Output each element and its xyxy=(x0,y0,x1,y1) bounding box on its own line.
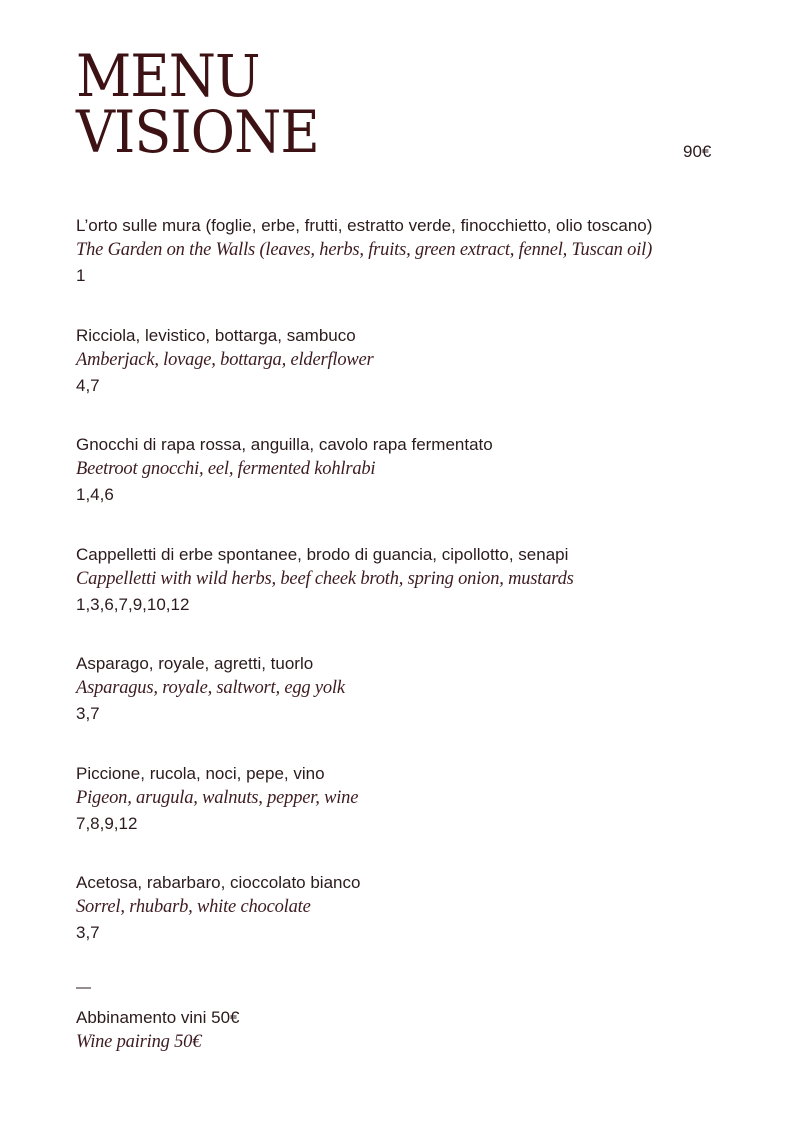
wine-pairing-italian: Abbinamento vini 50€ xyxy=(76,1008,240,1027)
course-item xyxy=(76,213,756,323)
course-item xyxy=(76,761,756,871)
course-list xyxy=(76,213,756,980)
menu-title-line-2: VISIONE xyxy=(76,98,319,166)
menu-price: 90€ xyxy=(683,142,712,161)
wine-pairing-english: Wine pairing 50€ xyxy=(76,1032,202,1052)
separator-dash: — xyxy=(76,979,91,996)
course-name-italian: Asparago, royale, agretti, tuorlo xyxy=(76,654,314,673)
wine-pairing-section xyxy=(76,978,240,1055)
course-allergens: 3,7 xyxy=(76,923,100,942)
course-name-english: Asparagus, royale, saltwort, egg yolk xyxy=(76,678,345,698)
course-allergens: 1,4,6 xyxy=(76,485,114,504)
course-name-english: Beetroot gnocchi, eel, fermented kohlrabi xyxy=(76,459,376,479)
course-allergens: 3,7 xyxy=(76,704,100,723)
course-item xyxy=(76,651,756,761)
course-name-english: Sorrel, rhubarb, white chocolate xyxy=(76,897,311,917)
course-name-english: The Garden on the Walls (leaves, herbs, fruits, green extract, fennel, Tuscan oil) xyxy=(76,240,653,260)
course-name-english: Cappelletti with wild herbs, beef cheek broth, spring onion, mustards xyxy=(76,568,574,589)
course-allergens: 1 xyxy=(76,266,86,285)
menu-title xyxy=(76,42,319,166)
course-item xyxy=(76,432,756,542)
course-allergens: 1,3,6,7,9,10,12 xyxy=(76,594,190,614)
course-name-english: Pigeon, arugula, walnuts, pepper, wine xyxy=(76,787,359,808)
course-name-italian: L’orto sulle mura (foglie, erbe, frutti, estratto verde, finocchietto, olio toscano) xyxy=(76,216,653,235)
course-item xyxy=(76,542,756,652)
course-name-italian: Acetosa, rabarbaro, cioccolato bianco xyxy=(76,873,361,892)
course-name-italian: Cappelletti di erbe spontanee, brodo di guancia, cipollotto, senapi xyxy=(76,544,569,564)
course-name-italian: Ricciola, levistico, bottarga, sambuco xyxy=(76,325,356,345)
course-allergens: 4,7 xyxy=(76,375,100,395)
course-name-english: Amberjack, lovage, bottarga, elderflower xyxy=(76,349,374,370)
course-name-italian: Gnocchi di rapa rossa, anguilla, cavolo rapa fermentato xyxy=(76,435,493,454)
course-item xyxy=(76,870,756,980)
course-allergens: 7,8,9,12 xyxy=(76,813,138,833)
course-item xyxy=(76,323,756,433)
menu-title-line-1: MENU xyxy=(76,42,260,110)
course-name-italian: Piccione, rucola, noci, pepe, vino xyxy=(76,763,325,783)
